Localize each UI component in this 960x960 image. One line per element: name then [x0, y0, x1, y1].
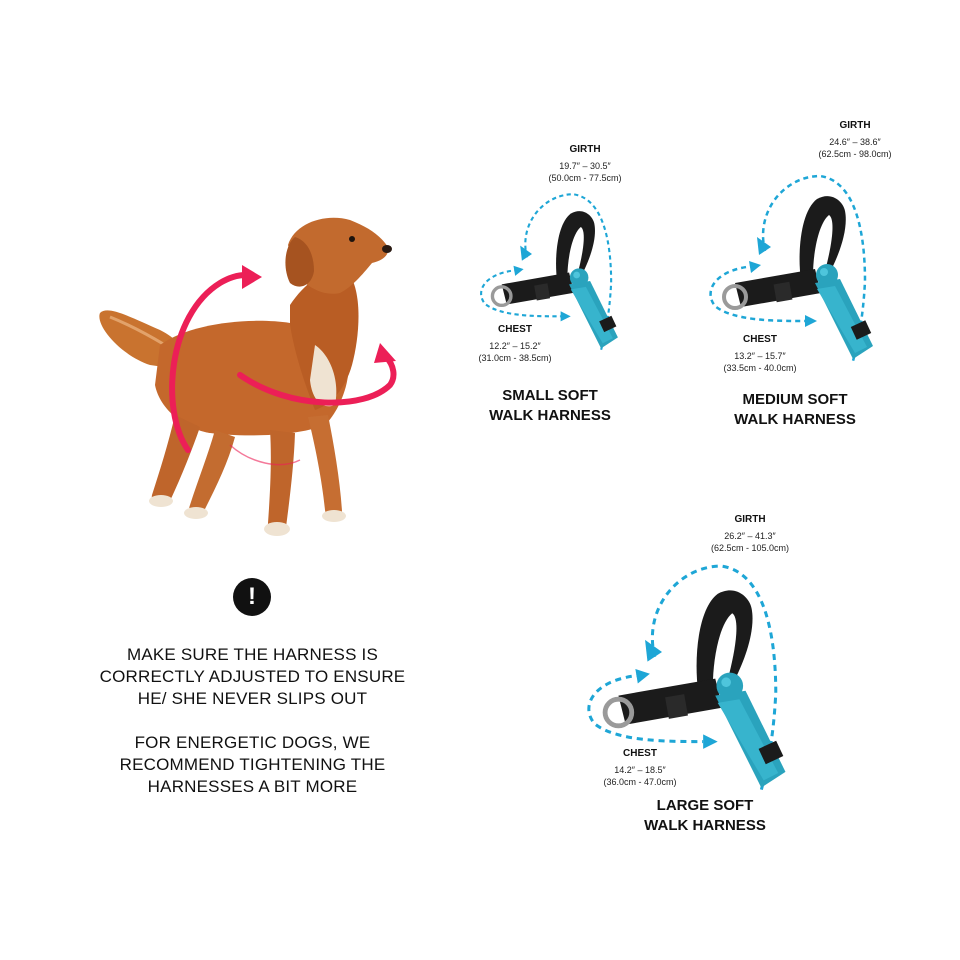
harness-name: MEDIUM SOFT — [742, 391, 848, 408]
chest-inches: 12.2″ – 15.2″ — [489, 341, 541, 351]
warning-text-block — [60, 644, 445, 798]
warning-line: MAKE SURE THE HARNESS IS — [126, 645, 379, 664]
dog-illustration — [90, 205, 410, 550]
warning-line: HE/ SHE NEVER SLIPS OUT — [137, 689, 368, 708]
harness-name: WALK HARNESS — [644, 817, 766, 834]
harness-large-card — [560, 510, 850, 850]
exclamation-icon: ! — [233, 578, 271, 616]
chest-inches: 14.2″ – 18.5″ — [614, 765, 666, 775]
chest-cm: (31.0cm - 38.5cm) — [478, 353, 552, 363]
harness-name: WALK HARNESS — [489, 407, 611, 424]
chest-label: CHEST — [623, 748, 657, 759]
warning-line: CORRECTLY ADJUSTED TO ENSURE — [99, 667, 406, 686]
girth-label: GIRTH — [734, 514, 766, 525]
girth-cm: (62.5cm - 98.0cm) — [818, 149, 892, 159]
medium-harness-image — [690, 171, 890, 361]
harness-medium-card — [680, 116, 950, 446]
harness-name: WALK HARNESS — [734, 411, 856, 428]
tip-line: HARNESSES A BIT MORE — [147, 777, 358, 796]
girth-inches: 26.2″ – 41.3″ — [724, 531, 776, 541]
girth-cm: (62.5cm - 105.0cm) — [710, 543, 790, 553]
chest-label: CHEST — [498, 324, 532, 335]
chest-label: CHEST — [743, 334, 777, 345]
girth-inches: 19.7″ – 30.5″ — [559, 161, 611, 171]
chest-cm: (36.0cm - 47.0cm) — [603, 777, 677, 787]
harness-name: SMALL SOFT — [502, 387, 598, 404]
tip-line: FOR ENERGETIC DOGS, WE — [134, 733, 371, 752]
girth-inches: 24.6″ – 38.6″ — [829, 137, 881, 147]
girth-label: GIRTH — [569, 144, 601, 155]
girth-label: GIRTH — [839, 120, 871, 131]
tip-line: RECOMMEND TIGHTENING THE — [119, 755, 386, 774]
chest-cm: (33.5cm - 40.0cm) — [723, 363, 797, 373]
harness-name: LARGE SOFT — [656, 797, 754, 814]
chest-inches: 13.2″ – 15.7″ — [734, 351, 786, 361]
harness-small-card — [455, 140, 665, 440]
girth-cm: (50.0cm - 77.5cm) — [548, 173, 622, 183]
